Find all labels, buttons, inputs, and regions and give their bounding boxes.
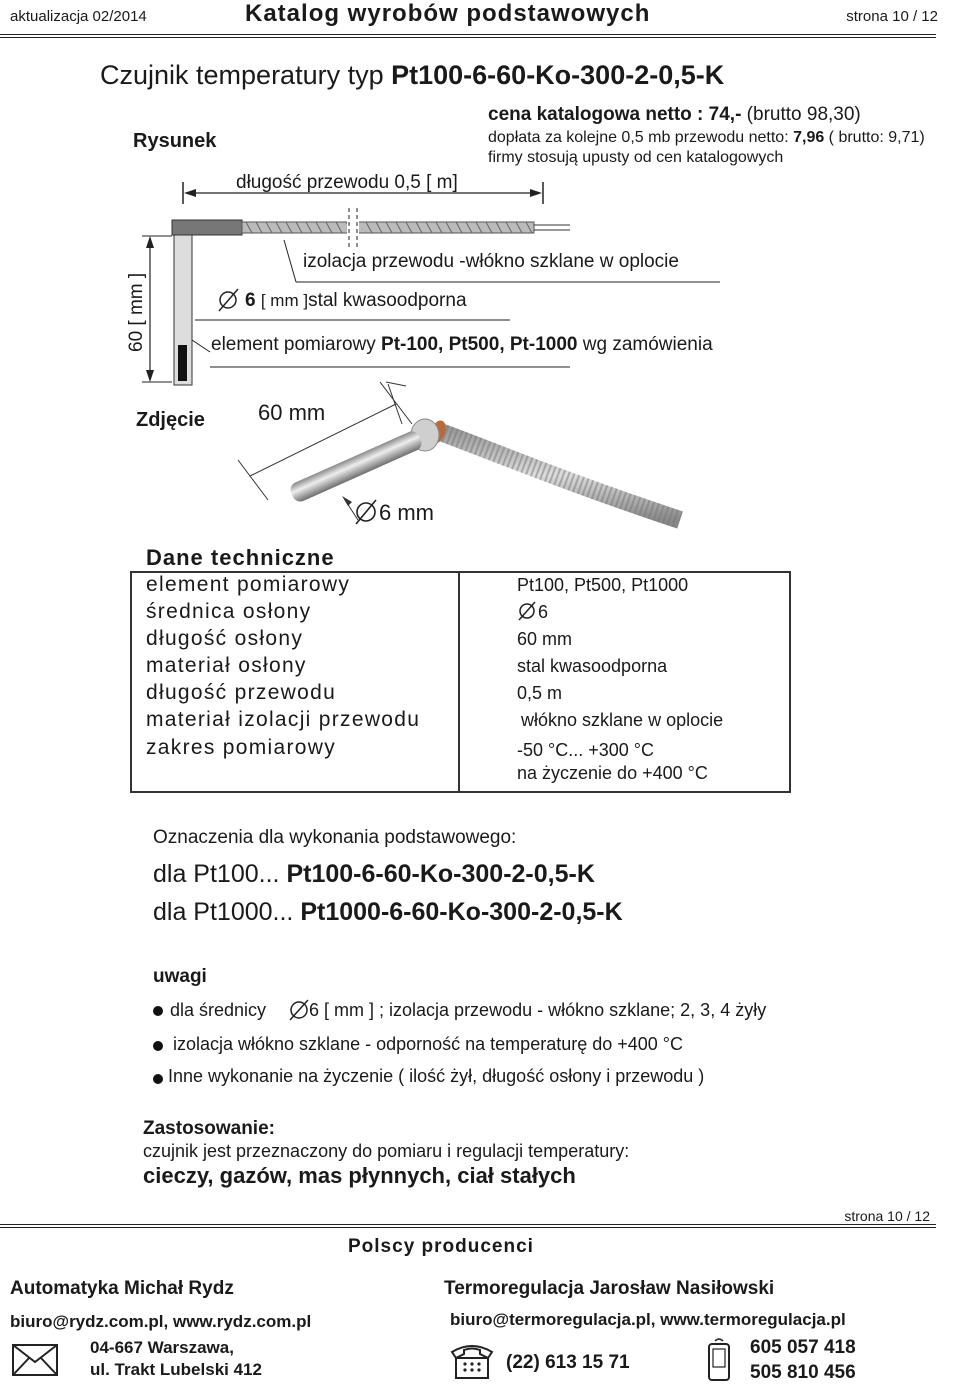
envelope-icon xyxy=(12,1344,58,1376)
bullet-icon xyxy=(153,1006,163,1016)
phone-number: (22) 613 15 71 xyxy=(506,1352,630,1373)
spec-label: materiał osłony xyxy=(146,654,307,677)
photo-diameter-label: 6 mm xyxy=(379,500,434,525)
mobile-number-2: 505 810 456 xyxy=(750,1362,856,1383)
company-2: Termoregulacja Jarosław Nasiłowski xyxy=(444,1278,775,1299)
spec-value-extra: na życzenie do +400 °C xyxy=(517,763,708,783)
spec-label: średnica osłony xyxy=(146,600,312,623)
update-date: aktualizacja 02/2014 xyxy=(10,8,147,25)
page-number: strona 10 / 12 xyxy=(846,8,938,25)
spec-value: 0,5 m xyxy=(517,683,563,703)
note-1-rest: 6 [ mm ] ; izolacja przewodu - włókno szklane; 2, 3, 4 żyły xyxy=(309,1000,767,1020)
bullet-icon xyxy=(153,1041,163,1051)
spec-label: zakres pomiarowy xyxy=(146,736,337,759)
product-title: Czujnik temperatury typ Pt100-6-60-Ko-300-2-0,5-K xyxy=(100,60,725,90)
height-dim-label: 60 [ mm ] xyxy=(126,272,147,352)
footer-page: strona 10 / 12 xyxy=(844,1208,930,1224)
spec-value: 60 mm xyxy=(517,629,573,649)
phone-icon xyxy=(448,1340,496,1380)
specs-divider xyxy=(458,571,460,791)
note-1: dla średnicy xyxy=(170,1000,267,1020)
spec-value: 6 xyxy=(538,602,549,622)
application-heading: Zastosowanie: xyxy=(143,1118,275,1139)
diameter-icon xyxy=(287,998,311,1022)
price-line: cena katalogowa netto : 74,- (brutto 98,30) xyxy=(488,104,861,125)
note-3: Inne wykonanie na życzenie ( ilość żył, długość osłony i przewodu ) xyxy=(168,1066,705,1086)
spec-label: materiał izolacji przewodu xyxy=(146,708,421,731)
header-rule xyxy=(0,34,936,35)
footer-rule xyxy=(0,1224,936,1225)
discount-note: firmy stosują upusty od cen katalogowych xyxy=(488,149,784,166)
company-1: Automatyka Michał Rydz xyxy=(10,1278,234,1299)
sensor-photo xyxy=(230,380,690,545)
spec-label: długość przewodu xyxy=(146,681,337,704)
drawing-label: Rysunek xyxy=(133,130,217,152)
insulation-label: izolacja przewodu -włókno szklane w oplocie xyxy=(303,251,679,272)
designation-pt100: dla Pt100... Pt100-6-60-Ko-300-2-0,5-K xyxy=(153,860,595,888)
spec-value: Pt100, Pt500, Pt1000 xyxy=(517,575,689,595)
address-line-1: 04-667 Warszawa, xyxy=(90,1338,234,1357)
spec-value: -50 °C... +300 °C xyxy=(517,740,654,760)
spec-label: długość osłony xyxy=(146,627,304,650)
photo-length-label: 60 mm xyxy=(258,400,326,425)
wire-length-label: długość przewodu 0,5 [ m] xyxy=(236,172,458,193)
catalog-title: Katalog wyrobów podstawowych xyxy=(245,0,651,27)
spec-label: element pomiarowy xyxy=(146,573,351,596)
footer-rule-2 xyxy=(0,1227,936,1228)
diameter-icon xyxy=(352,498,380,526)
designation-heading: Oznaczenia dla wykonania podstawowego: xyxy=(153,827,517,848)
mobile-number-1: 605 057 418 xyxy=(750,1337,856,1358)
address-line-2: ul. Trakt Lubelski 412 xyxy=(90,1360,262,1379)
producers-label: Polscy producenci xyxy=(348,1236,534,1257)
surcharge-line: dopłata za kolejne 0,5 mb przewodu netto: 7,96 ( brutto: 9,71) xyxy=(488,129,925,146)
notes-heading: uwagi xyxy=(153,966,207,987)
sensor-drawing xyxy=(100,180,780,390)
sheath-label: 6 [ mm ]stal kwasoodporna xyxy=(245,290,467,311)
element-label: element pomiarowy Pt-100, Pt500, Pt-1000 wg zamówienia xyxy=(211,334,713,355)
mobile-phone-icon xyxy=(706,1336,732,1382)
spec-value: stal kwasoodporna xyxy=(517,656,668,676)
specs-heading: Dane techniczne xyxy=(146,545,335,570)
application-text: czujnik jest przeznaczony do pomiaru i regulacji temperatury: xyxy=(143,1141,630,1161)
spec-value: włókno szklane w oplocie xyxy=(521,710,724,730)
contact-1[interactable]: biuro@rydz.com.pl, www.rydz.com.pl xyxy=(10,1312,312,1331)
application-media: cieczy, gazów, mas płynnych, ciał stałych xyxy=(143,1163,576,1188)
bullet-icon xyxy=(153,1074,163,1084)
note-2: izolacja włókno szklane - odporność na temperaturę do +400 °C xyxy=(173,1034,683,1054)
diameter-icon xyxy=(516,600,538,622)
contact-2[interactable]: biuro@termoregulacja.pl, www.termoregulacja.pl xyxy=(450,1310,846,1329)
designation-pt1000: dla Pt1000... Pt1000-6-60-Ko-300-2-0,5-K xyxy=(153,898,623,926)
header-rule-2 xyxy=(0,37,936,38)
photo-label: Zdjęcie xyxy=(136,409,205,431)
